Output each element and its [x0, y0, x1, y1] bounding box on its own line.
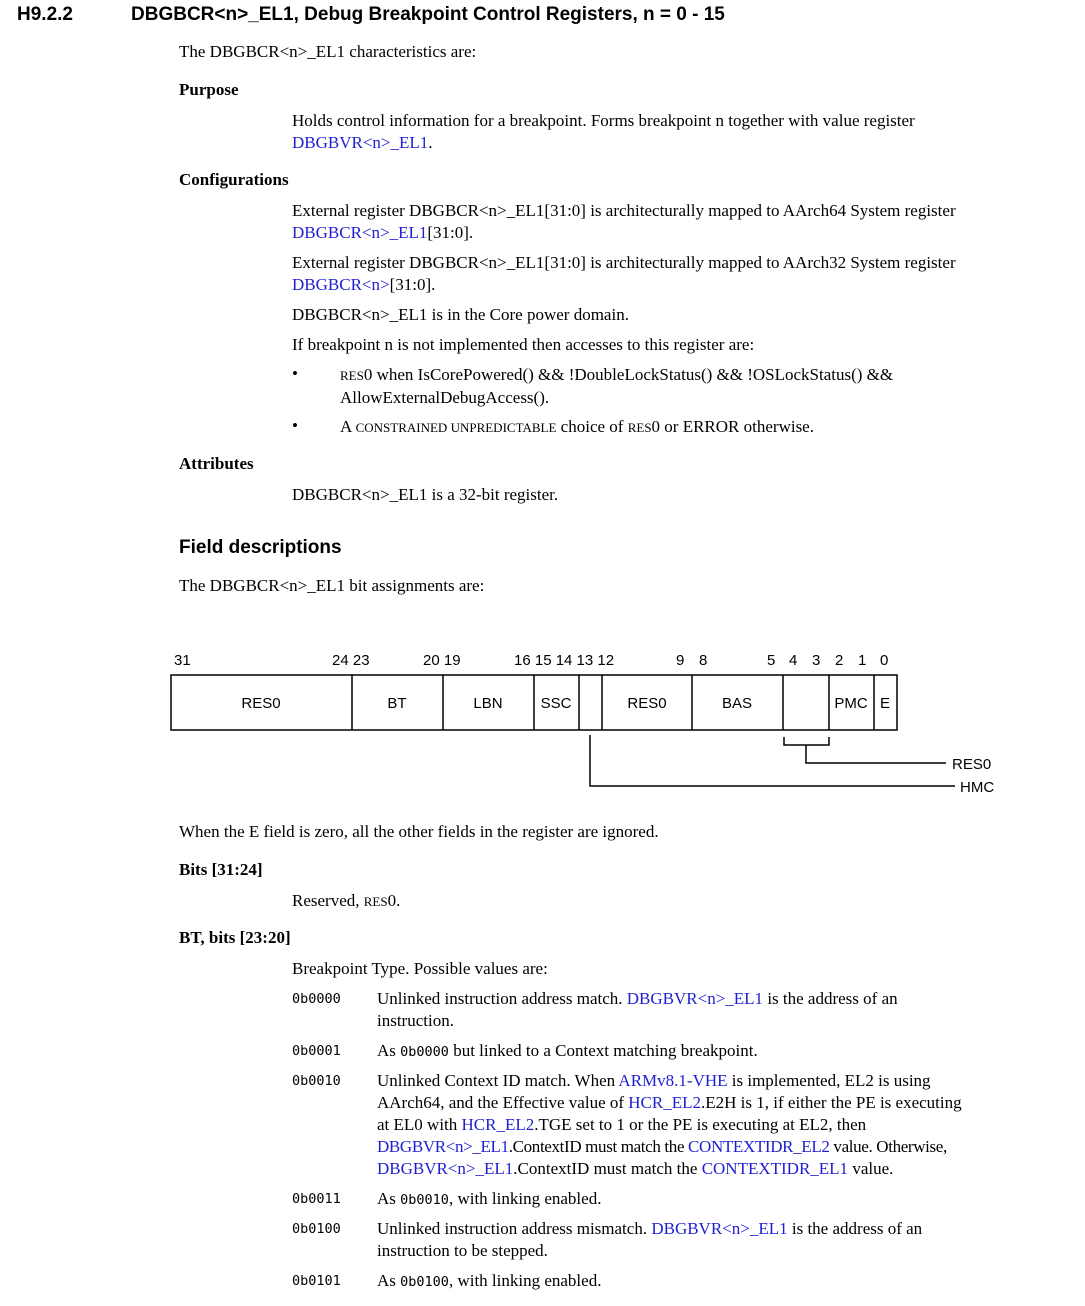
bt-value-desc: Unlinked instruction address mismatch. DBGBVR<n>_EL1 is the address of an instruction to be stepped.	[377, 1219, 923, 1260]
bt-value-code: 0b0001	[292, 1043, 341, 1059]
bt-intro: Breakpoint Type. Possible values are:	[292, 959, 548, 978]
bt-value-desc: Unlinked Context ID match. When ARMv8.1-VHE is implemented, EL2 is using AArch64, and the Effective value of HCR_EL2.E2H is 1, if either the PE is executing at EL0 with HCR_EL2.TGE set to 1 or the PE is executing at EL2, then DBGBVR<n>_EL1.ContextID must match the CONTEXTIDR_EL2 value. Otherwise, DBGBVR<n>_EL1.ContextID must match the CONTEXTIDR_EL1 value.	[377, 1071, 962, 1178]
res0-callout-line	[806, 745, 946, 763]
link-dbgbcr[interactable]: DBGBCR<n>	[292, 275, 390, 294]
bt-value-desc: As 0b0100, with linking enabled.	[377, 1271, 602, 1290]
bit-label: 2	[835, 652, 844, 669]
bt-value-code: 0b0011	[292, 1191, 341, 1207]
bullet-item: RES0 when IsCorePowered() && !DoubleLockStatus() && !OSLockStatus() && AllowExternalDebugAccess().	[340, 365, 894, 407]
link-dbgbvr[interactable]: DBGBVR<n>_EL1	[377, 1159, 514, 1178]
link-dbgbvr[interactable]: DBGBVR<n>_EL1	[651, 1219, 788, 1238]
link-dbgbcr-el1[interactable]: DBGBCR<n>_EL1	[292, 223, 428, 242]
field-e: E	[879, 695, 891, 712]
field-pmc: PMC	[834, 695, 868, 712]
bit-label: 0	[880, 652, 889, 669]
link-contextidr-el1[interactable]: CONTEXTIDR_EL1	[701, 1159, 849, 1178]
link-hcr-el2[interactable]: HCR_EL2	[628, 1093, 702, 1112]
bit-label: 20 19	[423, 652, 461, 669]
hmc-callout-line	[590, 735, 955, 786]
link-dbgbvr[interactable]: DBGBVR<n>_EL1	[626, 989, 764, 1008]
register-bit-diagram	[0, 640, 1085, 805]
field-bt: BT	[387, 695, 407, 712]
attributes-heading: Attributes	[179, 454, 254, 473]
bit-label: 5	[767, 652, 776, 669]
bit-label: 1	[858, 652, 867, 669]
purpose-text: Holds control information for a breakpoint. Forms breakpoint n together with value register DBGBVR<n>_EL1.	[292, 111, 915, 152]
link-contextidr-el2[interactable]: CONTEXTIDR_EL2	[688, 1137, 830, 1156]
link-dbgbvr[interactable]: DBGBVR<n>_EL1	[292, 133, 429, 152]
config-not-implemented: If breakpoint n is not implemented then accesses to this register are:	[292, 335, 755, 354]
field-lbn: LBN	[473, 695, 503, 712]
bits-31-24-text: Reserved, RES0.	[292, 891, 401, 910]
field-res0-high: RES0	[241, 695, 281, 712]
link-hcr-el2[interactable]: HCR_EL2	[461, 1115, 535, 1134]
e-field-note: When the E field is zero, all the other fields in the register are ignored.	[179, 822, 659, 841]
link-dbgbvr[interactable]: DBGBVR<n>_EL1	[377, 1137, 509, 1156]
callout-hmc-label: HMC	[960, 779, 995, 796]
bt-value-desc: As 0b0000 but linked to a Context matching breakpoint.	[377, 1041, 758, 1060]
bit-label: 31	[174, 652, 191, 669]
config-power-domain: DBGBCR<n>_EL1 is in the Core power domain.	[292, 305, 629, 324]
bit-label: 4	[789, 652, 798, 669]
bit-label: 8	[699, 652, 708, 669]
bullet-item: A CONSTRAINED UNPREDICTABLE choice of RES0 or ERROR otherwise.	[340, 417, 814, 436]
intro-text: The DBGBCR<n>_EL1 characteristics are:	[179, 42, 477, 61]
attributes-text: DBGBCR<n>_EL1 is a 32-bit register.	[292, 485, 559, 504]
purpose-heading: Purpose	[179, 80, 239, 99]
bit-label: 3	[812, 652, 821, 669]
field-res0-mid: RES0	[627, 695, 667, 712]
callout-res0-label: RES0	[952, 756, 992, 773]
bt-value-code: 0b0101	[292, 1273, 341, 1289]
page-title: DBGBCR<n>_EL1, Debug Breakpoint Control Registers, n = 0 - 15	[131, 4, 725, 25]
section-number: H9.2.2	[17, 4, 73, 25]
configurations-heading: Configurations	[179, 170, 289, 189]
field-ssc: SSC	[540, 695, 572, 712]
bt-value-desc: Unlinked instruction address match. DBGBVR<n>_EL1 is the address of an instruction.	[377, 989, 898, 1030]
config-para-aarch64: External register DBGBCR<n>_EL1[31:0] is architecturally mapped to AArch64 System register DBGBCR<n>_EL1[31:0].	[292, 201, 956, 242]
bit-label: 9	[676, 652, 685, 669]
field-bas: BAS	[721, 695, 753, 712]
config-para-aarch32: External register DBGBCR<n>_EL1[31:0] is architecturally mapped to AArch32 System register DBGBCR<n>[31:0].	[292, 253, 956, 294]
bt-value-code: 0b0100	[292, 1221, 341, 1237]
bullet-marker: •	[292, 416, 298, 435]
res0-callout-bracket	[784, 737, 829, 745]
link-armv8-1-vhe[interactable]: ARMv8.1-VHE	[618, 1071, 728, 1090]
bits-31-24-heading: Bits [31:24]	[179, 860, 263, 879]
bullet-marker: •	[292, 364, 298, 383]
bt-value-desc: As 0b0010, with linking enabled.	[377, 1189, 602, 1208]
bit-label: 16 15 14 13 12	[514, 652, 615, 669]
bit-label: 24 23	[332, 652, 370, 669]
field-descriptions-heading: Field descriptions	[179, 537, 342, 558]
bt-heading: BT, bits [23:20]	[179, 928, 291, 947]
field-descriptions-intro: The DBGBCR<n>_EL1 bit assignments are:	[179, 576, 485, 595]
bt-value-code: 0b0010	[292, 1073, 341, 1089]
bt-value-code: 0b0000	[292, 991, 341, 1007]
